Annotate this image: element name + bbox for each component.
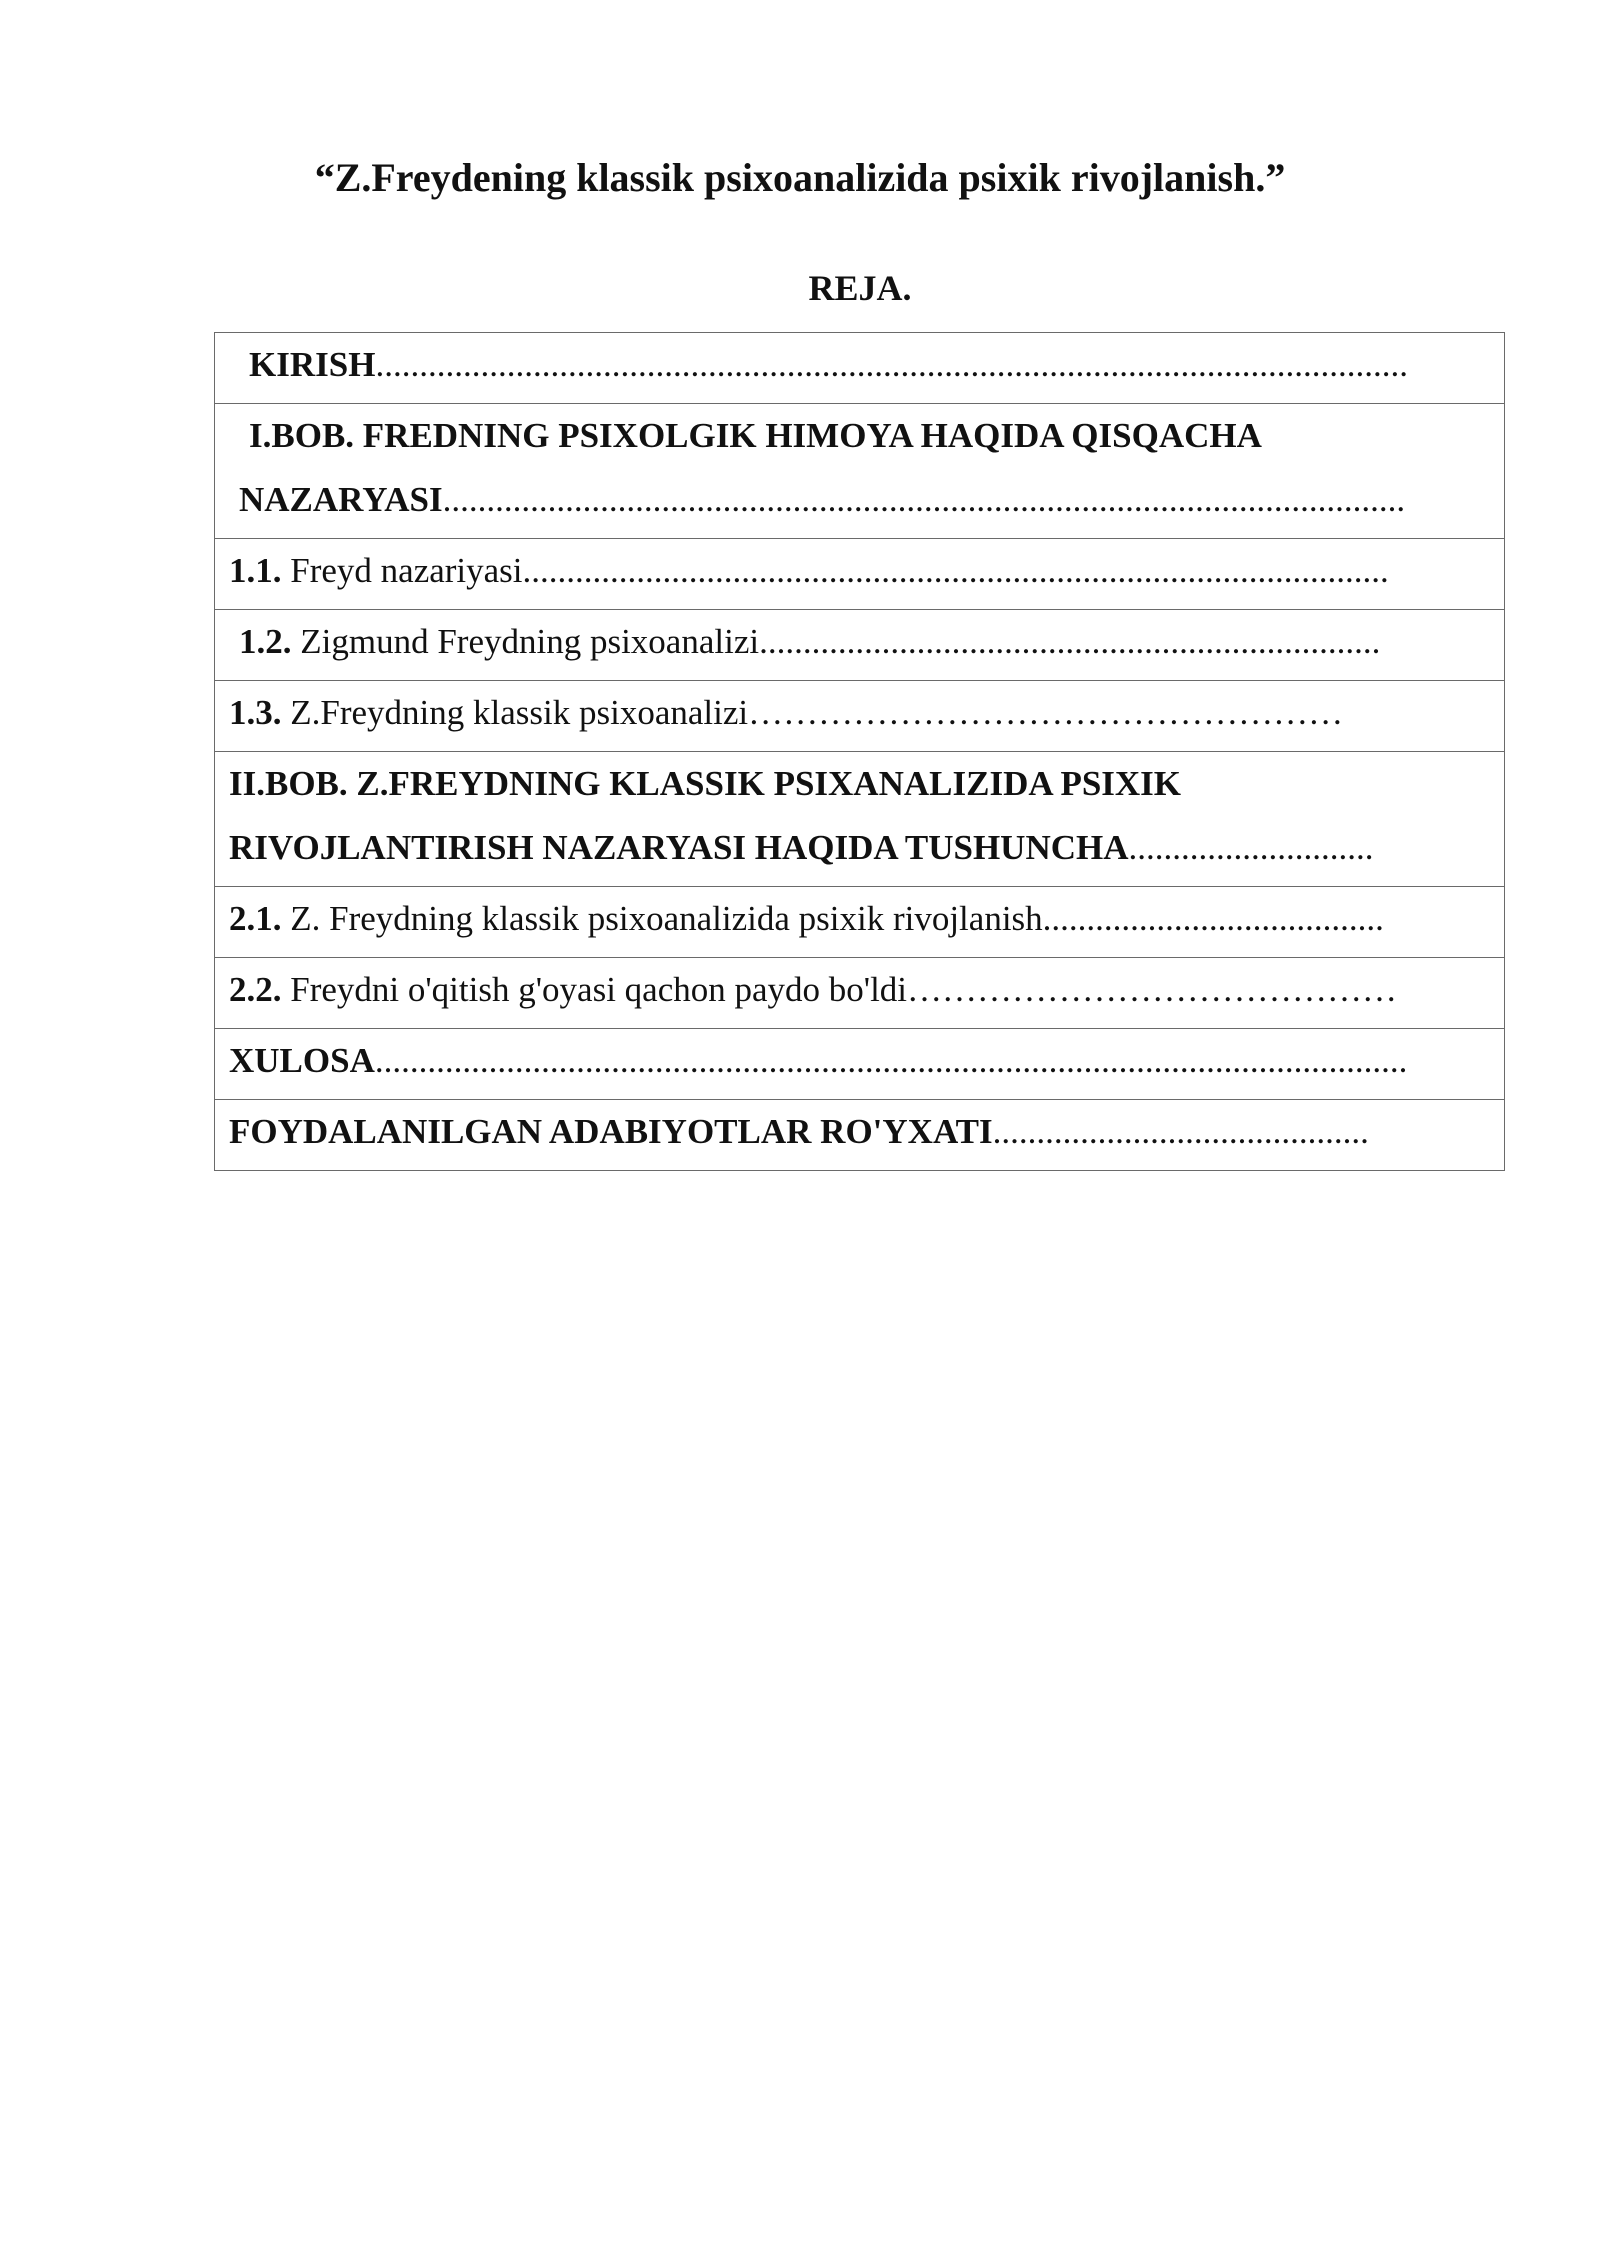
plan-heading: REJA.	[808, 268, 912, 308]
toc-leader-dots: ............................	[1128, 828, 1374, 867]
toc-row-1-1	[215, 539, 1505, 610]
toc-row-chapter-2	[215, 752, 1505, 887]
toc-entry-number: 1.3.	[229, 693, 282, 732]
toc-row-1-2	[215, 610, 1505, 681]
toc-entry-title: II.BOB. Z.FREYDNING KLASSIK PSIXANALIZIDA PSIXIK RIVOJLANTIRISH NAZARYASI HAQIDA TUSHUNCHA	[229, 764, 1182, 867]
toc-leader-dots: ......................................................................................................................	[374, 1041, 1408, 1080]
toc-leader-dots: ……………………………………………	[748, 693, 1344, 732]
toc-entry-cell	[215, 887, 1505, 958]
toc-entry-cell	[215, 752, 1505, 887]
table-of-contents	[214, 332, 1505, 1171]
toc-entry-cell	[215, 1100, 1505, 1171]
toc-entry-title: Z.Freydning klassik psixoanalizi	[281, 693, 749, 732]
toc-entry-cell	[215, 958, 1505, 1029]
toc-entry-number: 2.2.	[229, 970, 282, 1009]
toc-row-2-2	[215, 958, 1505, 1029]
toc-row-xulosa	[215, 1029, 1505, 1100]
toc-leader-dots: ...................................................................................................	[522, 551, 1389, 590]
toc-entry-title: KIRISH	[249, 345, 376, 384]
toc-entry-title: FOYDALANILGAN ADABIYOTLAR RO'YXATI	[229, 1112, 993, 1151]
toc-leader-dots: .......................................	[1042, 899, 1384, 938]
toc-leader-dots: ......................................................................................................................	[375, 345, 1408, 384]
toc-entry-cell	[215, 610, 1505, 681]
toc-entry-number: 1.2.	[239, 622, 292, 661]
toc-entry-title: XULOSA	[229, 1041, 375, 1080]
toc-row-references	[215, 1100, 1505, 1171]
toc-leader-dots: ..............................................................................................................	[442, 480, 1406, 519]
toc-entry-number: 1.1.	[229, 551, 282, 590]
toc-entry-cell	[215, 404, 1505, 539]
toc-entry-cell	[215, 333, 1505, 404]
document-title: “Z.Freydening klassik psixoanalizida psixik rivojlanish.”	[314, 155, 1286, 200]
toc-leader-dots: .......................................................................	[759, 622, 1381, 661]
toc-entry-title: I.BOB. FREDNING PSIXOLGIK HIMOYA HAQIDA QISQACHA NAZARYASI	[239, 416, 1260, 519]
toc-entry-number: 2.1.	[229, 899, 282, 938]
toc-row-kirish	[215, 333, 1505, 404]
toc-leader-dots: ...........................................	[992, 1112, 1369, 1151]
toc-entry-title: Z. Freydning klassik psixoanalizida psixik rivojlanish	[281, 899, 1043, 938]
toc-entry-title: Freyd nazariyasi	[281, 551, 523, 590]
toc-row-1-3	[215, 681, 1505, 752]
toc-row-2-1	[215, 887, 1505, 958]
toc-leader-dots: ……………………………………	[907, 970, 1398, 1009]
toc-entry-cell	[215, 539, 1505, 610]
toc-entry-title: Freydni o'qitish g'oyasi qachon paydo bo'ldi	[281, 970, 908, 1009]
toc-row-chapter-1	[215, 404, 1505, 539]
toc-entry-cell	[215, 1029, 1505, 1100]
toc-entry-title: Zigmund Freydning psixoanalizi	[291, 622, 760, 661]
toc-entry-cell	[215, 681, 1505, 752]
